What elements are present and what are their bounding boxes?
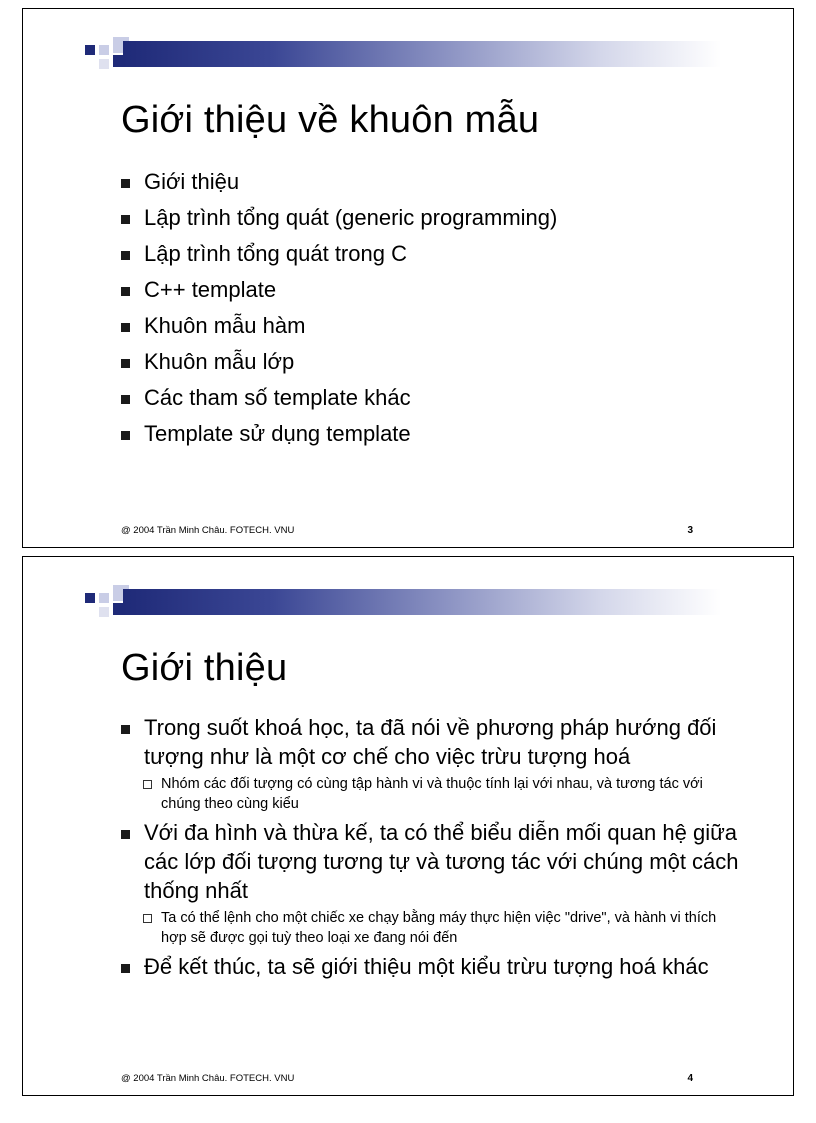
- hollow-square-bullet-icon: [143, 914, 152, 923]
- slide-title: Giới thiệu: [121, 647, 288, 689]
- list-item: Lập trình tổng quát (generic programming): [121, 203, 557, 232]
- list-item: Template sử dụng template: [121, 419, 557, 448]
- page-number: 3: [687, 525, 693, 536]
- square-bullet-icon: [121, 287, 130, 296]
- list-item: Trong suốt khoá học, ta đã nói về phương pháp hướng đối tượng như là một cơ chế cho việc trừu tượng hoá: [121, 713, 741, 771]
- list-item: Khuôn mẫu hàm: [121, 311, 557, 340]
- header-band: [123, 589, 721, 615]
- slide-footer: @ 2004 Trần Minh Châu. FOTECH. VNU: [121, 1073, 295, 1084]
- list-item: C++ template: [121, 275, 557, 304]
- sub-list-item: Nhóm các đối tượng có cùng tập hành vi và thuộc tính lại với nhau, và tương tác với chúng theo cùng kiểu: [121, 774, 741, 814]
- slide-3: [22, 8, 794, 548]
- square-bullet-icon: [121, 725, 130, 734]
- list-item: Các tham số template khác: [121, 383, 557, 412]
- square-bullet-icon: [121, 964, 130, 973]
- slide-title: Giới thiệu về khuôn mẫu: [121, 99, 540, 141]
- bullet-list: [121, 709, 741, 981]
- hollow-square-bullet-icon: [143, 780, 152, 789]
- list-item: Khuôn mẫu lớp: [121, 347, 557, 376]
- sub-list-item: Ta có thể lệnh cho một chiếc xe chạy bằng máy thực hiện việc "drive", và hành vi thích hợp sẽ được gọi tuỳ theo loại xe đang nói đến: [121, 908, 741, 948]
- square-bullet-icon: [121, 323, 130, 332]
- list-item: Với đa hình và thừa kế, ta có thể biểu diễn mối quan hệ giữa các lớp đối tượng tương tự và tương tác với chúng một cách thống nhất: [121, 818, 741, 905]
- header-band: [123, 41, 721, 67]
- square-bullet-icon: [121, 431, 130, 440]
- square-bullet-icon: [121, 395, 130, 404]
- list-item: Giới thiệu: [121, 167, 557, 196]
- square-bullet-icon: [121, 251, 130, 260]
- square-bullet-icon: [121, 830, 130, 839]
- square-bullet-icon: [121, 359, 130, 368]
- square-bullet-icon: [121, 179, 130, 188]
- list-item: Lập trình tổng quát trong C: [121, 239, 557, 268]
- square-bullet-icon: [121, 215, 130, 224]
- page-number: 4: [687, 1073, 693, 1084]
- list-item: Để kết thúc, ta sẽ giới thiệu một kiểu trừu tượng hoá khác: [121, 952, 741, 981]
- slide-4: [22, 556, 794, 1096]
- bullet-list: [121, 167, 557, 455]
- slide-footer: @ 2004 Trần Minh Châu. FOTECH. VNU: [121, 525, 295, 536]
